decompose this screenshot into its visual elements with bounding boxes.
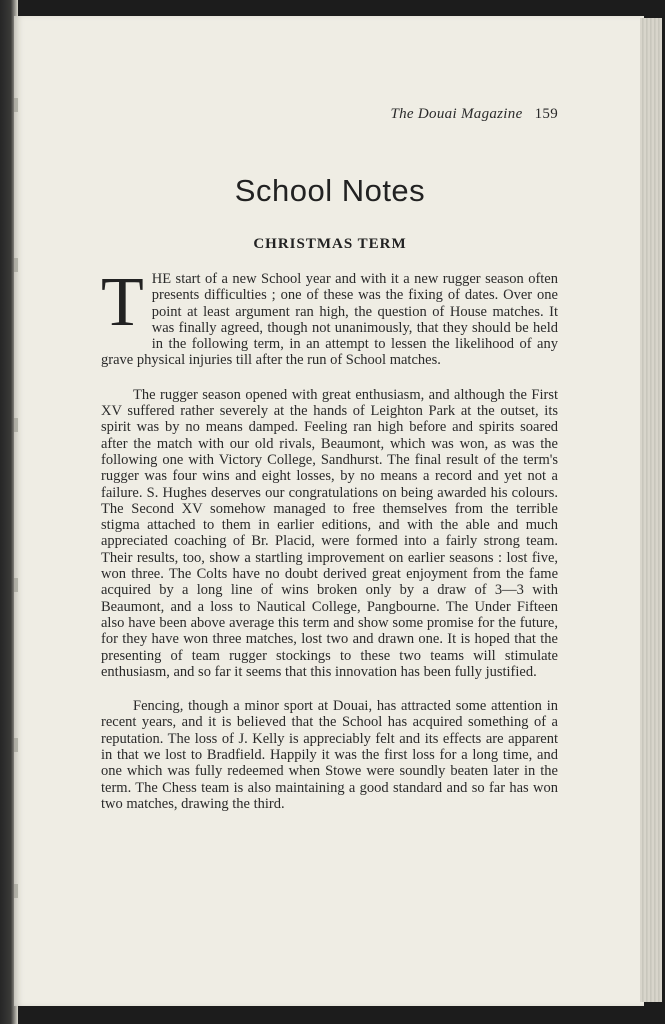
paragraph-1-text: HE start of a new School year and with it a new rugger season often presents difficulties ; one of these was the fixing of dates. Over one point at least argument ran high, the question of House matches. It was finally agreed, though not unanimously, that they should be held in the following term, in an attempt to lessen the likelihood of any grave physical injuries till after the run of School matches. [101,271,558,369]
drop-cap: T [101,264,144,341]
paragraph-2: The rugger season opened with great enthusiasm, and although the First XV suffered rather severely at the hands of Leighton Park at the outset, its spirit was by no means damped. Feeling ran high before and spirits soared after the match with our old rivals, Beaumont, which was won, as was the following one with Victory College, Sandhurst. The final result of the term's rugger was four wins and eight losses, by no means a record and yet not a failure. S. Hughes deserves our congratulations on being awarded his colours. The Second XV somehow managed to free themselves from the terrible stigma attached to them in earlier editions, and with the able and much appreciated coaching of Br. Placid, were formed into a fairly strong team. Their results, too, show a startling improvement on earlier seasons : lost five, won three. The Colts have no doubt derived great enjoyment from the fame acquired by a long line of wins broken only by a draw of 3—3 with Beaumont, and a loss to Nautical College, Pangbourne. The Under Fifteen also have been above average this term and show some promise for the future, for they have won three matches, lost two and drawn one. It is hoped that the presenting of team rugger stockings to these two teams will stimulate enthusiasm, and so far it seems that this innovation has been fully justified. [101,386,558,680]
article-title: School Notes [234,173,426,208]
gutter-stitch-marks [14,16,20,1006]
paragraph-1 [101,264,558,369]
section-heading: CHRISTMAS TERM [253,236,407,252]
paragraph-3: Fencing, though a minor sport at Douai, has attracted some attention in recent years, and it is believed that the School has acquired something of a reputation. The loss of J. Kelly is appreciably felt and its effects are apparent in that we lost to Bradfield. Happily it was the first loss for a long time, and one which was fully redeemed when Stowe were soundly beaten later in the term. The Chess team is also maintaining a good standard and so far has won two matches, drawing the third. [101,698,558,812]
magazine-name: The Douai Magazine [390,106,523,122]
running-head [300,106,558,123]
article-body [101,264,558,830]
page-number: 159 [534,106,558,122]
page-edges [640,18,662,1002]
